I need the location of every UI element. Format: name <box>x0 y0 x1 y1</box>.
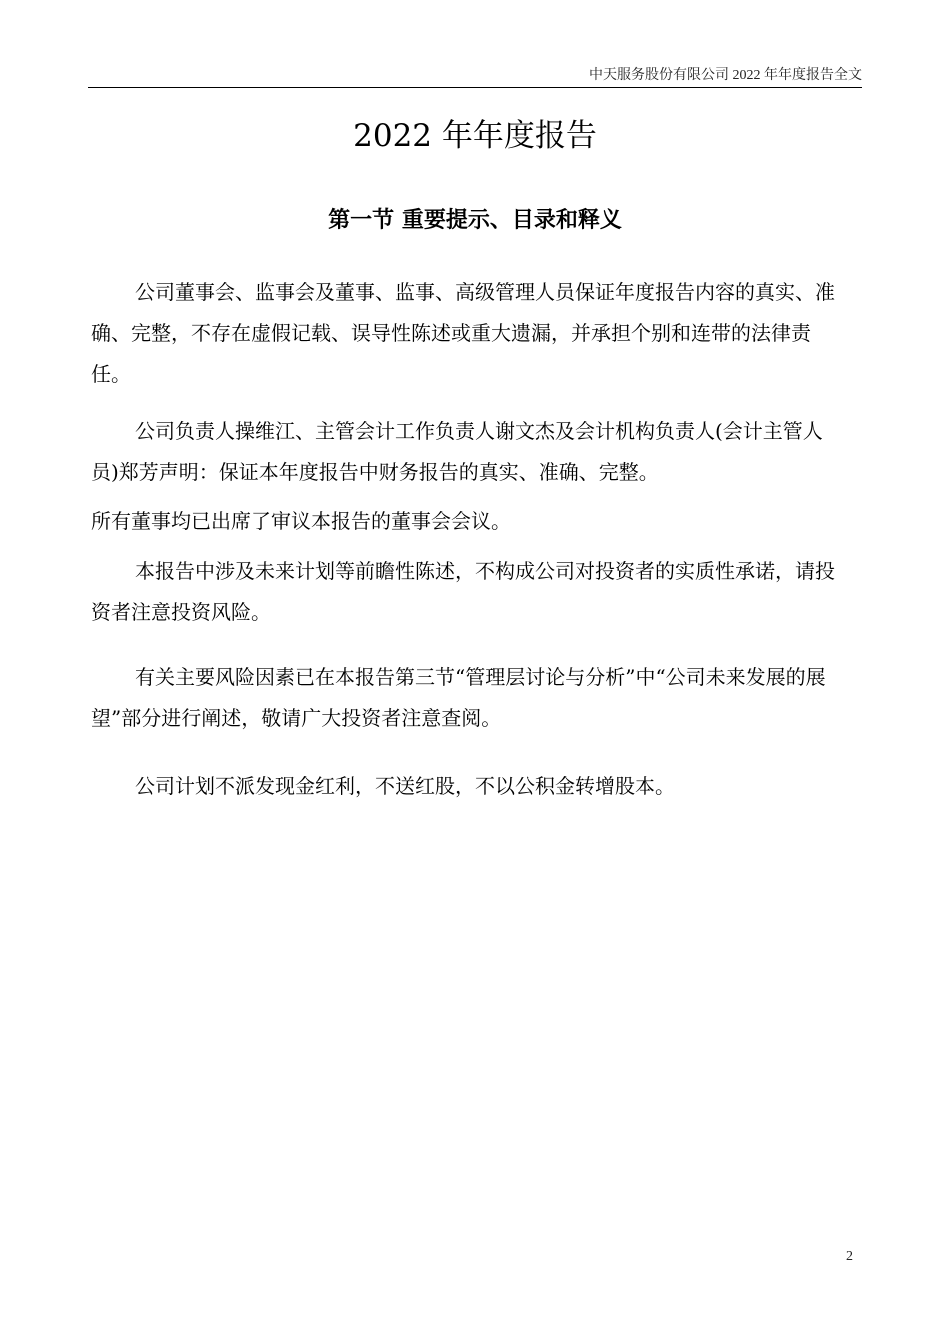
paragraph-risk-factors: 有关主要风险因素已在本报告第三节“管理层讨论与分析”中“公司未来发展的展望”部分进行阐述，敬请广大投资者注意查阅。 <box>91 665 826 730</box>
page-number: 2 <box>846 1249 853 1264</box>
paragraph-board-attendance: 所有董事均已出席了审议本报告的董事会会议。 <box>91 509 511 533</box>
header-divider <box>88 87 862 88</box>
paragraph-board-guarantee: 公司董事会、监事会及董事、监事、高级管理人员保证年度报告内容的真实、准确、完整，不存在虚假记载、误导性陈述或重大遗漏，并承担个别和连带的法律责任。 <box>91 280 835 386</box>
running-header: 中天服务股份有限公司 2022 年年度报告全文 <box>589 68 862 83</box>
report-title: 2022 年年度报告 <box>353 118 597 154</box>
paragraph-responsible-persons: 公司负责人操维江、主管会计工作负责人谢文杰及会计机构负责人(会计主管人员)郑芳声明：保证本年度报告中财务报告的真实、准确、完整。 <box>91 419 823 484</box>
paragraph-forward-looking: 本报告中涉及未来计划等前瞻性陈述，不构成公司对投资者的实质性承诺，请投资者注意投资风险。 <box>91 559 835 624</box>
paragraph-dividend-plan: 公司计划不派发现金红利，不送红股，不以公积金转增股本。 <box>135 774 675 798</box>
section-heading: 第一节 重要提示、目录和释义 <box>328 207 622 233</box>
